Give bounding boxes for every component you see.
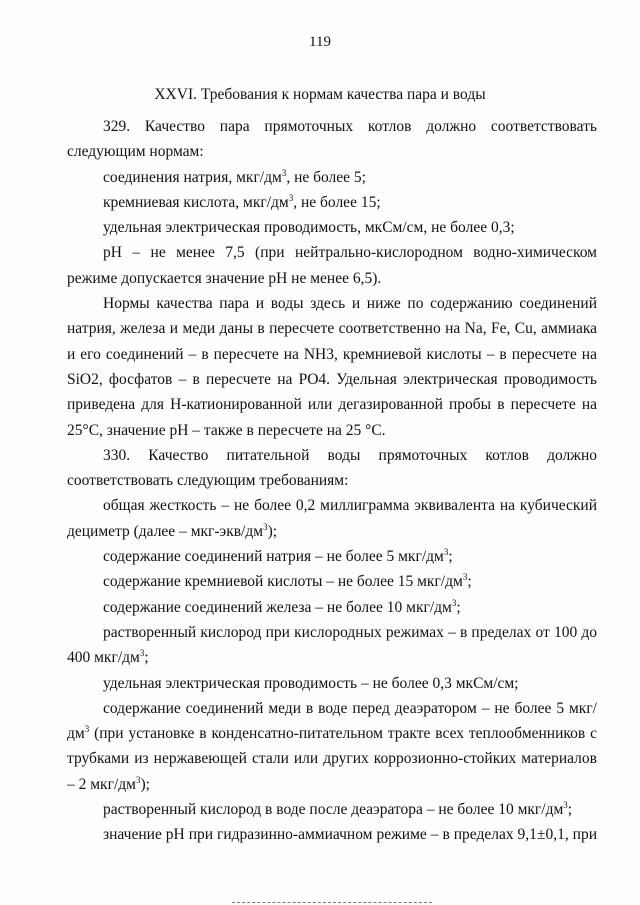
section-heading: XXVI. Требования к нормам качества пара и воды [154, 86, 486, 103]
item-sodium: соединения натрия, мкг/$дм^3$, не более 5; [103, 167, 366, 186]
item-feedwater-iron: содержание соединений железа – не более 10 мкг/$дм^3$; [103, 597, 461, 616]
item-total-hardness: общая жесткость – не более 0,2 миллиграмма эквивалента на кубический дециметр (далее – мкг-$экв/дм^3$); [67, 497, 597, 540]
document-body [67, 114, 597, 848]
item-feedwater-conductivity: удельная электрическая проводимость – не более 0,3 мкСм/см; [103, 674, 519, 692]
page-bottom-divider [232, 901, 432, 903]
paragraph-norms-note: Нормы качества пара и воды здесь и ниже по содержанию соединений натрия, железа и меди даны в пересчете соответственно на Na, Fe, Cu, аммиака и его соединений – в пересчете на NH3, кремниевой кислоты – в пересчете на SiO2, фосфатов – в пересчете на PO4. Удельная электрическая проводимость приведена для Н-катионированной или дегазированной пробы в пересчете на 25°С, значение pH – также в пересчете на 25 °С. [67, 295, 597, 439]
item-feedwater-oxygen: растворенный кислород при кислородных режимах – в пределах от 100 до 400 мкг/$дм^3$; [67, 623, 597, 667]
item-feedwater-copper: содержание соединений меди в воде перед деаэратором – не более 5 мкг/$дм^3$ (при установке в конденсатно-питательном тракте всех теплообменников с трубками из нержавеющей стали или других коррозионно-стойких материалов – 2 мкг/$дм^3$); [67, 699, 597, 793]
item-feedwater-ph: значение pH при гидразинно-аммиачном режиме – в пределах 9,1±0,1, при [103, 826, 597, 844]
item-silicic-acid: кремниевая кислота, мкг/$дм^3$, не более 15; [103, 192, 381, 211]
page-number: 119 [309, 34, 331, 50]
item-feedwater-oxygen-after-deaerator: растворенный кислород в воде после деаэратора – не более 10 мкг/$дм^3$; [103, 799, 573, 819]
item-ph: pH – не менее 7,5 (при нейтрально-кислородном водно-химическом режиме допускается значение pH не менее 6,5). [67, 244, 597, 287]
paragraph-330-intro: 330. Качество питательной воды прямоточных котлов должно соответствовать следующим требованиям: [67, 446, 597, 490]
item-feedwater-sodium: содержание соединений натрия – не более 5 мкг/$дм^3$; [103, 546, 453, 566]
item-conductivity: удельная электрическая проводимость, мкСм/см, не более 0,3; [103, 219, 515, 237]
item-feedwater-silicic-acid: содержание кремниевой кислоты – не более 15 мкг/$дм^3$; [103, 572, 472, 591]
paragraph-329-intro: 329. Качество пара прямоточных котлов должно соответствовать следующим нормам: [67, 118, 597, 161]
